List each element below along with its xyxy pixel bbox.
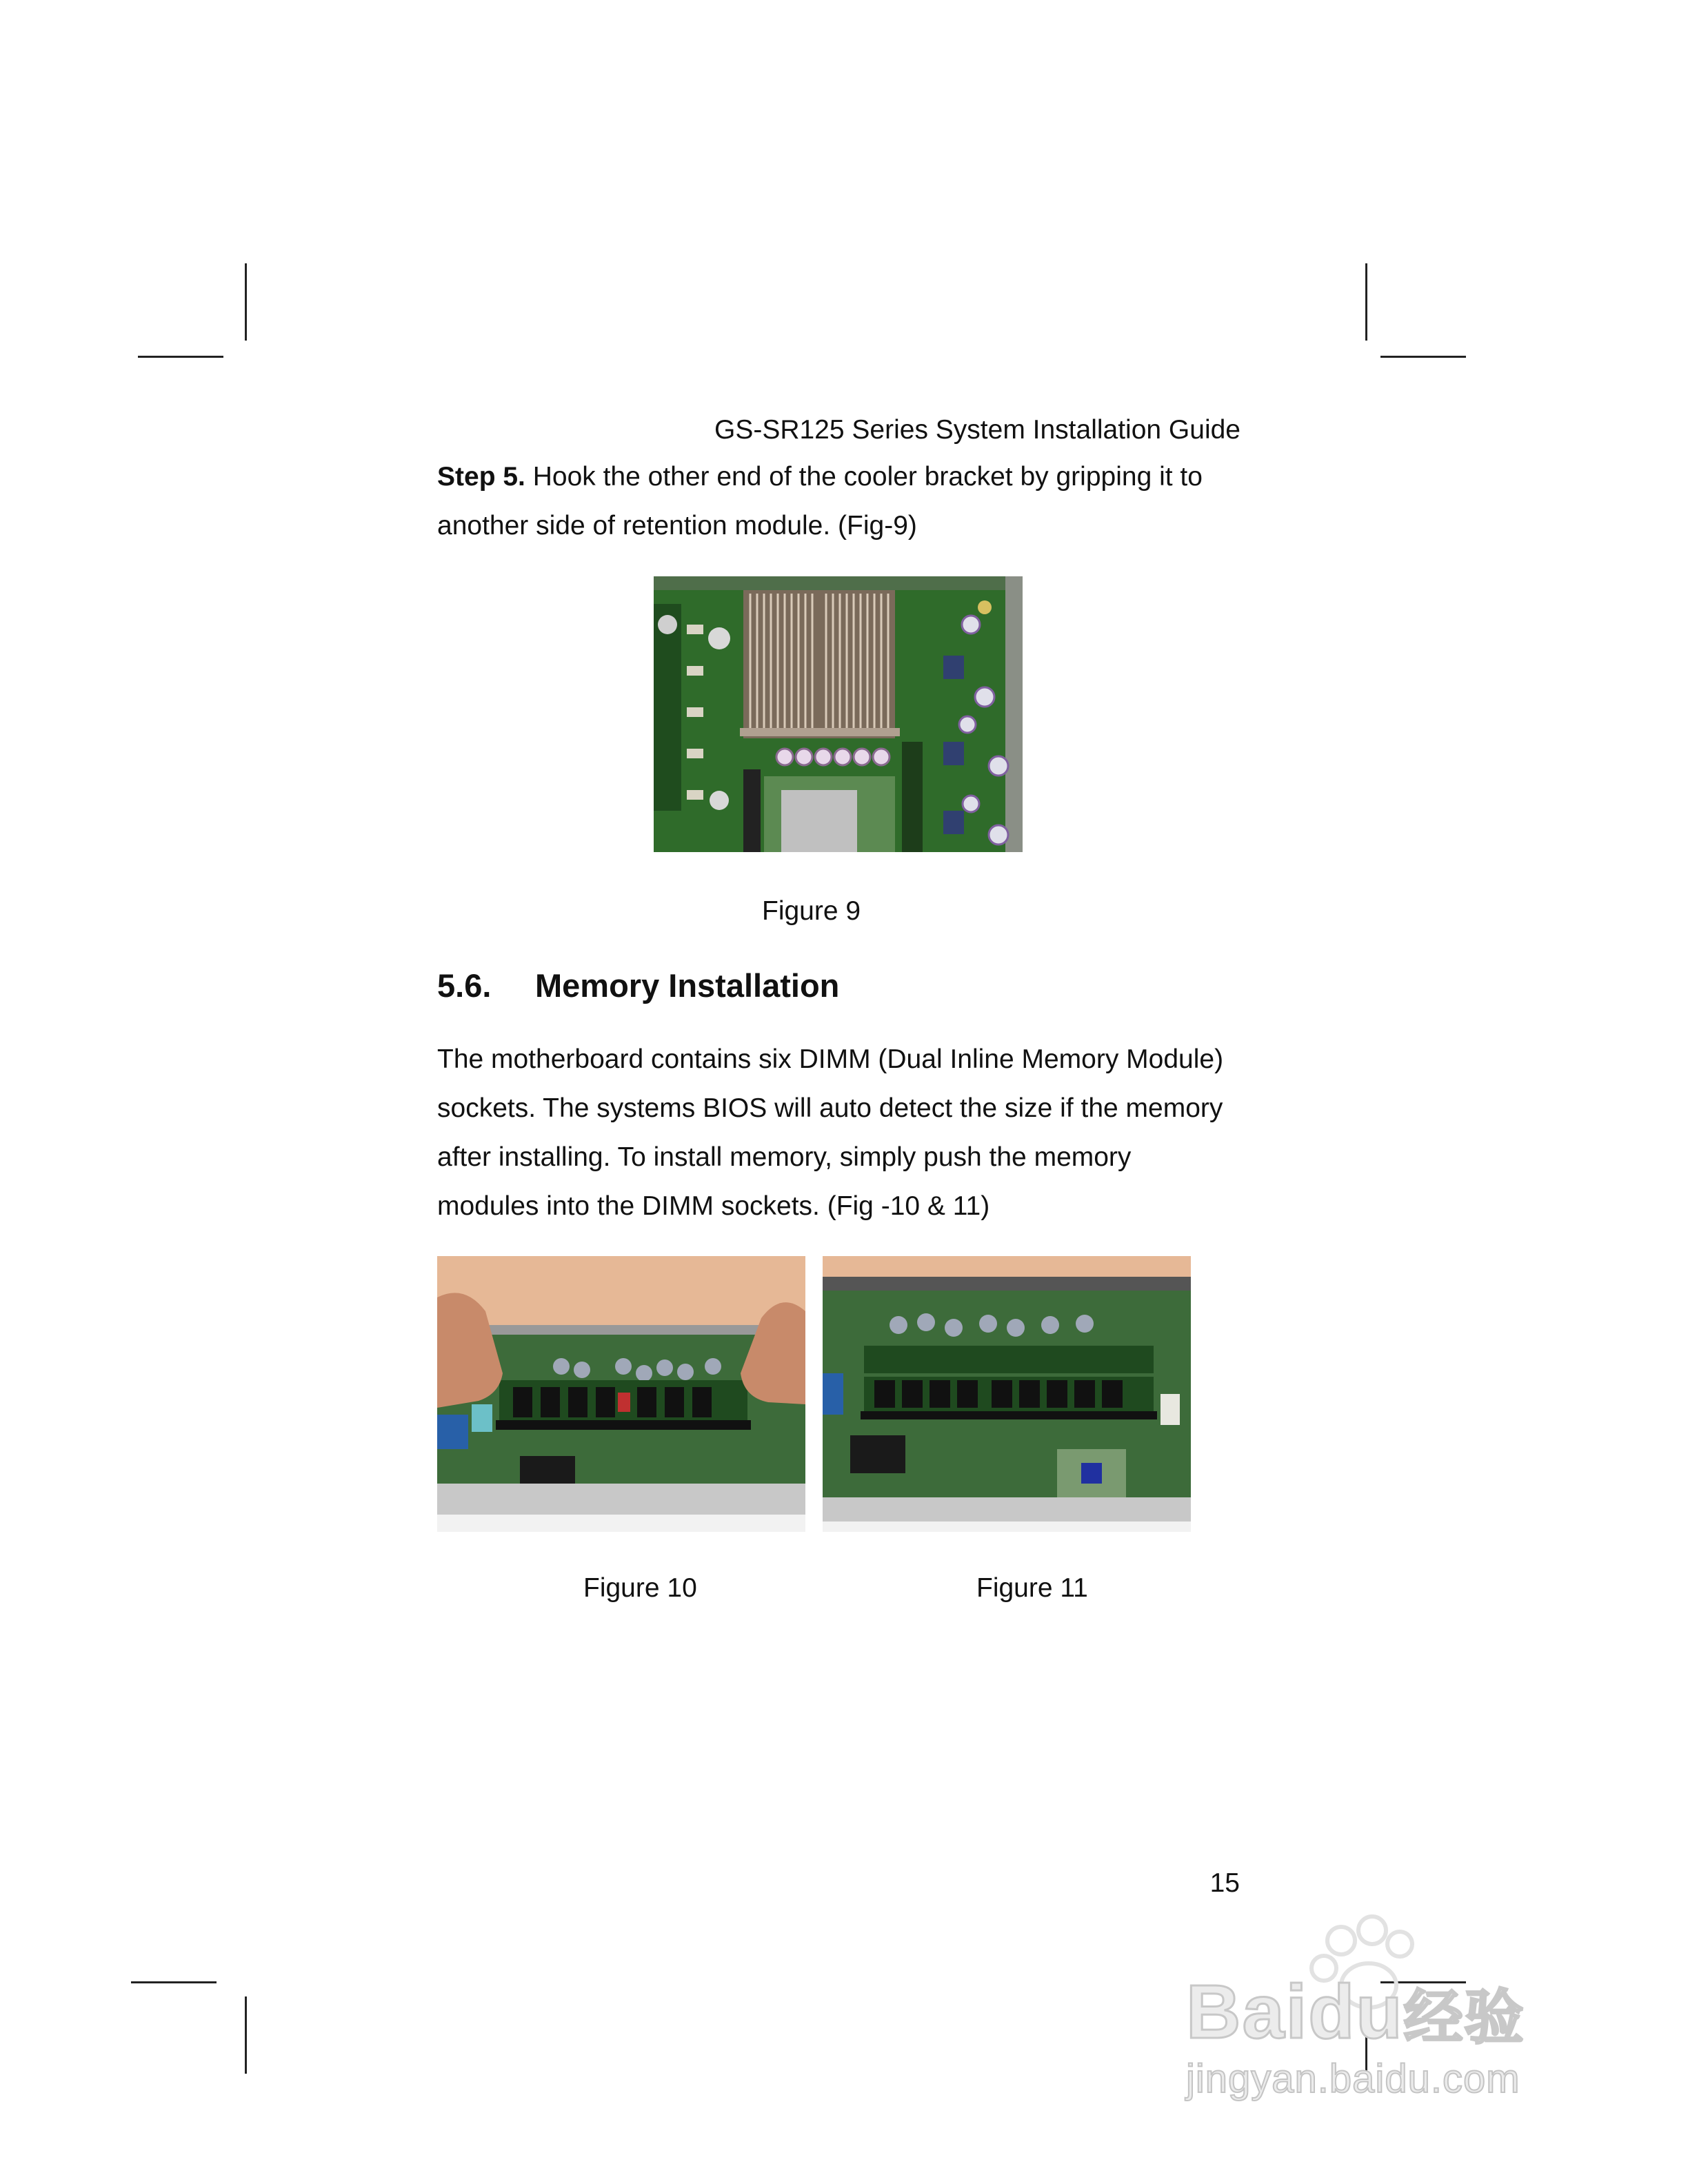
baidu-jingyan-watermark: [1186, 1903, 1572, 2110]
paragraph-line-4: modules into the DIMM sockets. (Fig -10 & 11): [437, 1191, 990, 1221]
page-number: 15: [1209, 1868, 1240, 1898]
running-header: GS-SR125 Series System Installation Guide: [714, 415, 1240, 445]
crop-mark-top-right-vertical: [1365, 263, 1367, 341]
crop-mark-top-left-vertical: [245, 263, 247, 341]
section-heading: [437, 967, 839, 1004]
paragraph-line-3: after installing. To install memory, simply push the memory: [437, 1142, 1132, 1172]
figure-10-photo: [437, 1256, 805, 1532]
crop-mark-bottom-left-horizontal: [131, 1981, 217, 1983]
figure-9-photo: [654, 576, 1023, 852]
section-number: 5.6.: [437, 967, 492, 1004]
figure-11-caption: Figure 11: [976, 1573, 1088, 1603]
step5-text-1: Hook the other end of the cooler bracket by gripping it to: [525, 462, 1203, 492]
step5-line-1: [437, 463, 1203, 491]
figure-9-illustration: [654, 576, 1023, 852]
watermark-url: jingyan.baidu.com: [1186, 2056, 1520, 2101]
paragraph-line-2: sockets. The systems BIOS will auto detect the size if the memory: [437, 1093, 1223, 1123]
figure-9-caption: Figure 9: [762, 896, 861, 926]
crop-mark-top-right-horizontal: [1380, 356, 1466, 358]
step5-line-2: another side of retention module. (Fig-9): [437, 511, 917, 540]
figure-10-caption: Figure 10: [583, 1573, 697, 1603]
watermark-brand-du: du: [1308, 1970, 1404, 2054]
figure-10-illustration: [437, 1256, 805, 1532]
figure-11-photo: [823, 1256, 1191, 1532]
paragraph-line-1: The motherboard contains six DIMM (Dual Inline Memory Module): [437, 1044, 1224, 1074]
step5-label: Step 5.: [437, 462, 525, 492]
crop-mark-top-left-horizontal: [138, 356, 223, 358]
section-title: Memory Installation: [535, 967, 840, 1004]
crop-mark-bottom-left-vertical: [245, 1996, 247, 2074]
watermark-brand-latin: Bai: [1186, 1970, 1309, 2054]
watermark-brand-cjk: 经验: [1403, 1985, 1525, 2051]
figure-11-illustration: [823, 1256, 1191, 1532]
